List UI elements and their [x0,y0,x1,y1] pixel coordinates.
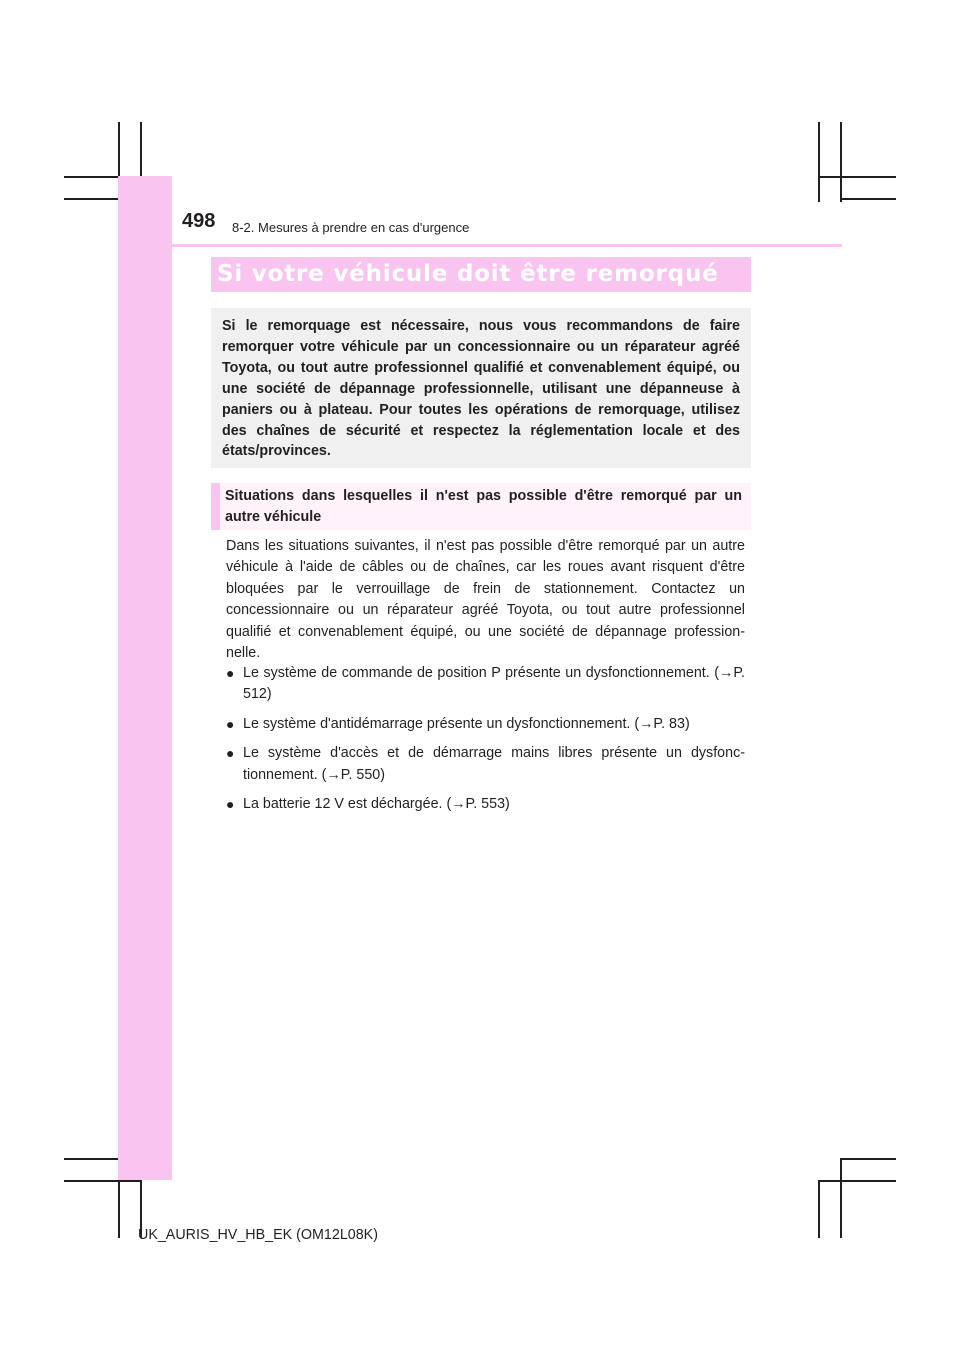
list-item [226,714,745,735]
section-title-bar [211,257,751,292]
list-item-text: Le système d'accès et de démarrage mains libres présente un dysfonc-tionnement. (→P. 550) [243,745,745,783]
bullet-icon: ● [226,665,235,681]
crop-mark [818,1180,896,1182]
section-title: Si votre véhicule doit être remorqué [217,261,719,287]
list-item-text: Le système d'antidémarrage présente un dysfonctionnement. (→P. 83) [243,715,690,732]
header-rule [118,244,842,247]
bullet-list [226,663,745,823]
crop-mark [64,1180,142,1182]
crop-mark [840,1158,842,1238]
list-item [226,794,745,815]
list-item [226,743,745,786]
list-item [226,663,745,706]
subheading-box [211,483,751,530]
crop-mark [818,176,896,178]
bullet-icon: ● [226,796,235,813]
body-paragraph: Dans les situations suivantes, il n'est pas possible d'être remorqué par un autre véhicule à l'aide de câbles ou de chaînes, car les roues avant risquent d'être bloquées par le verrouillage de frein de stationnement. Contactez un concessionnaire ou un réparateur agréé Toyota, ou tout autre professionnel qualifié et convenablement équipé, ou une société de dépannage profession-nelle. [226,538,745,662]
list-item-text: La batterie 12 V est déchargée. (→P. 553) [243,796,510,813]
section-reference: 8-2. Mesures à prendre en cas d'urgence [232,220,470,235]
crop-mark [818,122,820,202]
intro-text: Si le remorquage est nécessaire, nous vous recommandons de faire remorquer votre véhicule par un concessionnaire ou un réparateur agréé Toyota, ou tout autre professionnel qualifié et convenablement équipé, ou une société de dépannage professionnelle, utilisant une dépanneuse à paniers ou à plateau. Pour toutes les opérations de remorquage, utilisez des chaînes de sécurité et respectez la réglementation locale et des états/provinces. [222,318,740,460]
list-item-text: Le système de commande de position P présente un dysfonctionnement. (→P. 512) [243,665,745,703]
chapter-side-band [118,176,172,1180]
subheading-accent [211,483,220,530]
crop-mark [818,1180,820,1238]
bullet-icon: ● [226,745,235,762]
bullet-icon: ● [226,715,235,732]
page-number: 498 [182,210,216,232]
subheading-text: Situations dans lesquelles il n'est pas possible d'être remorqué par un autre véhicule [225,488,742,525]
crop-mark [840,198,896,200]
crop-mark [840,1158,896,1160]
crop-mark [840,122,842,202]
footer-document-code: UK_AURIS_HV_HB_EK (OM12L08K) [138,1227,378,1243]
intro-box [211,308,751,468]
crop-mark [64,1158,120,1160]
